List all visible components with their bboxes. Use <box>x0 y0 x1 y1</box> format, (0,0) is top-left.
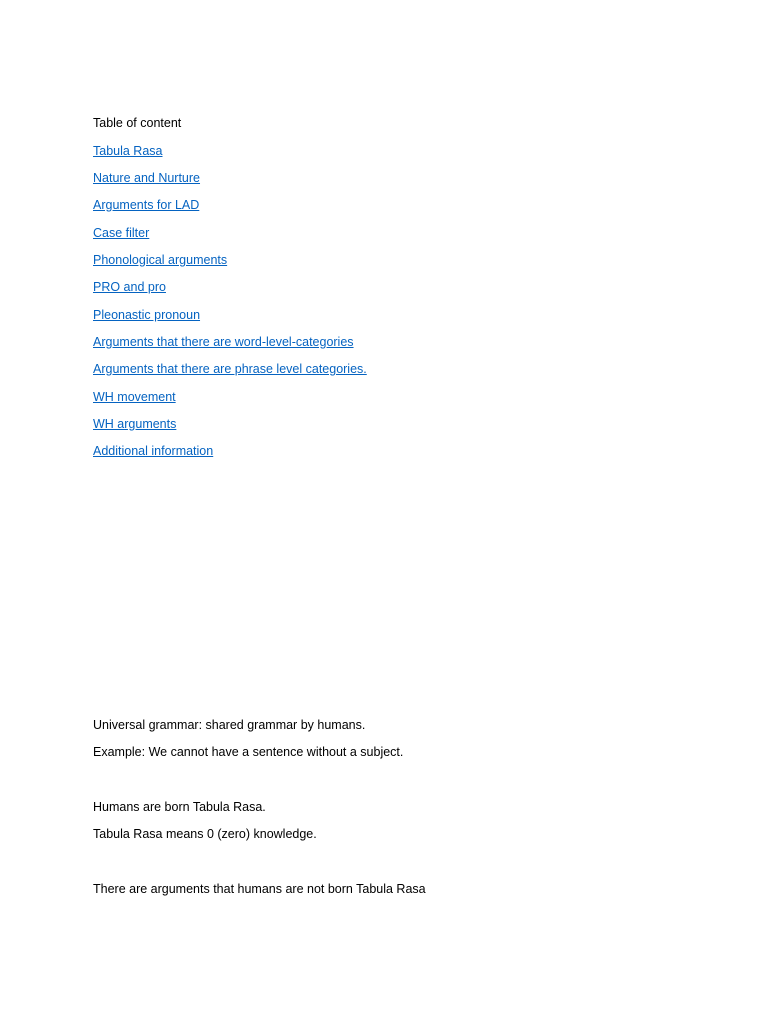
toc-link-pro-and-pro[interactable]: PRO and pro <box>93 280 166 294</box>
toc-link-pleonastic-pronoun[interactable]: Pleonastic pronoun <box>93 308 201 322</box>
toc-link-additional-information[interactable]: Additional information <box>93 444 214 458</box>
toc-link-wh-movement[interactable]: WH movement <box>93 390 176 404</box>
paragraph-tabula-rasa-meaning: Tabula Rasa means 0 (zero) knowledge. <box>93 827 317 841</box>
paragraph-born-tabula-rasa: Humans are born Tabula Rasa. <box>93 800 266 814</box>
paragraph-example: Example: We cannot have a sentence without a subject. <box>93 745 404 759</box>
toc-heading: Table of content <box>93 116 182 130</box>
toc-link-tabula-rasa[interactable]: Tabula Rasa <box>93 144 163 158</box>
paragraph-universal-grammar: Universal grammar: shared grammar by humans. <box>93 718 366 732</box>
toc-link-case-filter[interactable]: Case filter <box>93 226 150 240</box>
toc-link-phonological-arguments[interactable]: Phonological arguments <box>93 253 228 267</box>
toc-link-phrase-level-categories[interactable]: Arguments that there are phrase level categories. <box>93 362 367 376</box>
toc-link-arguments-for-lad[interactable]: Arguments for LAD <box>93 198 200 212</box>
toc-link-wh-arguments[interactable]: WH arguments <box>93 417 177 431</box>
paragraph-arguments-not-tabula-rasa: There are arguments that humans are not born Tabula Rasa <box>93 882 426 896</box>
toc-link-nature-and-nurture[interactable]: Nature and Nurture <box>93 171 201 185</box>
toc-link-word-level-categories[interactable]: Arguments that there are word-level-categories <box>93 335 354 349</box>
